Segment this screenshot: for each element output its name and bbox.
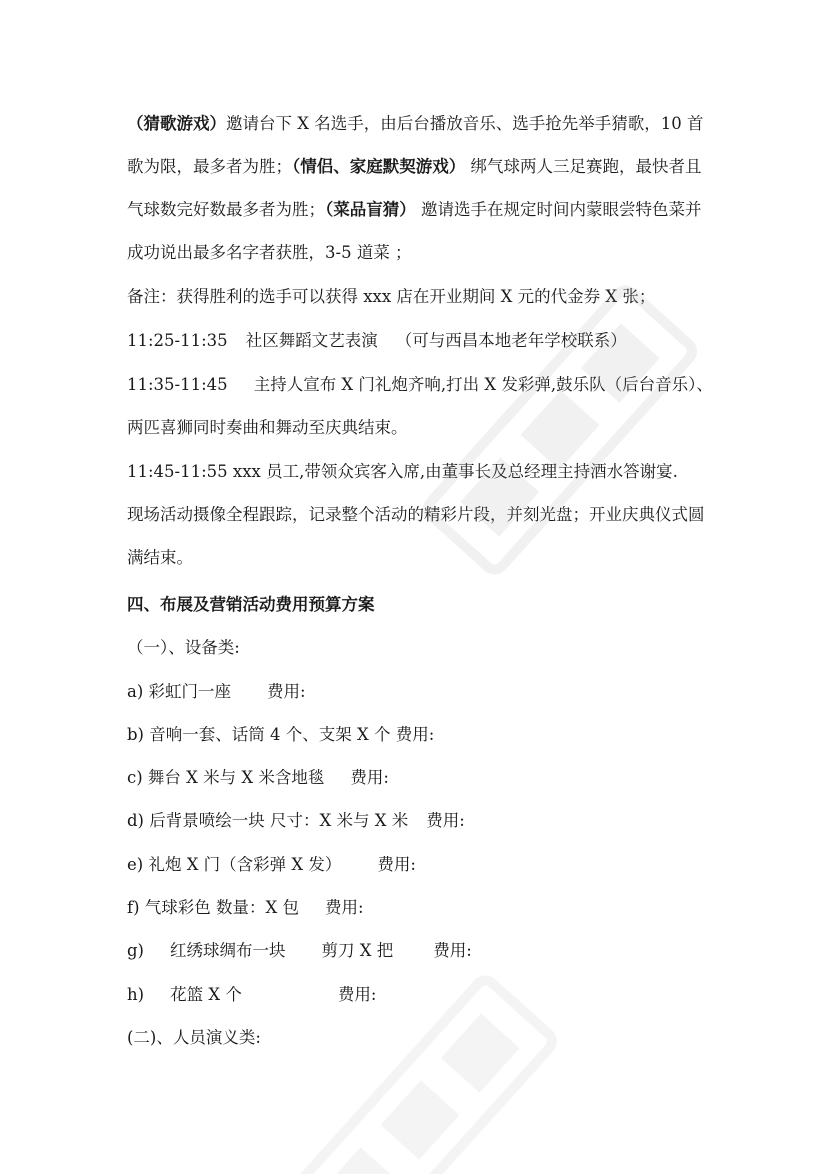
list-item-e [127,853,727,877]
schedule-text-2: 主持人宣布 X 门礼炮齐响,打出 X 发彩弹,鼓乐队（后台音乐）、 [253,375,713,394]
item-g-label: g) [127,941,144,960]
item-a-text: a) 彩虹门一座 [127,682,232,701]
closing-text-1: 现场活动摄像全程跟踪，记录整个活动的精彩片段，并刻光盘；开业庆典仪式圆 [127,505,705,524]
subsection-equipment-title: （一）、设备类: [127,638,240,657]
closing-line-2 [127,546,727,570]
game-title-dish-guess: （菜品盲猜） [325,200,416,219]
item-h-text: 花篮 X 个 [170,985,242,1004]
list-item-h [127,983,727,1007]
schedule-row-1 [127,329,727,353]
list-item-f [127,896,727,920]
schedule-text-2-cont: 两匹喜狮同时奏曲和舞动至庆典结束。 [127,418,408,437]
closing-line-1 [127,503,727,527]
schedule-time-2: 11:35-11:45 [127,375,228,394]
schedule-row-3 [127,460,727,484]
item-d-text: d) 后背景喷绘一块 尺寸：X 米与 X 米 [127,811,409,830]
schedule-note-1: （可与西昌本地老年学校联系） [395,331,627,350]
note-line [127,285,727,309]
item-a-cost: 费用: [267,682,306,701]
list-item-b [127,723,727,747]
schedule-row-2 [127,373,727,397]
paragraph-line-3 [127,198,727,222]
subsection-personnel-title: (二)、人员演义类: [127,1028,261,1047]
paragraph-line-2 [127,155,727,179]
item-g-scissors: 剪刀 X 把 [321,941,394,960]
list-item-a [127,680,727,704]
item-c-cost: 费用: [350,768,389,787]
game-desc-4: 气球数完好数最多者为胜； [127,200,325,219]
item-g-cost: 费用: [433,941,472,960]
game-desc-2: 歌为限，最多者为胜； [127,157,292,176]
item-c-text: c) 舞台 X 米与 X 米含地毯 [127,768,325,787]
item-h-label: h) [127,985,145,1004]
list-item-d [127,809,727,833]
item-h-cost: 费用: [337,985,377,1004]
paragraph-line-1 [127,112,727,136]
game-desc-1: 邀请台下 X 名选手，由后台播放音乐、选手抢先举手猜歌，10 首 [226,114,704,133]
note-text: 备注：获得胜利的选手可以获得 xxx 店在开业期间 X 元的代金券 X 张； [127,287,656,306]
list-item-c [127,766,727,790]
list-item-g [127,939,727,963]
schedule-text-3: 11:45-11:55 xxx 员工,带领众宾客入席,由董事长及总经理主持酒水答谢宴. [127,462,678,481]
closing-text-2: 满结束。 [127,548,193,567]
game-desc-6: 成功说出最多名字者获胜，3-5 道菜 ； [127,243,412,262]
schedule-text-1: 社区舞蹈文艺表演 [245,331,378,350]
item-f-text: f) 气球彩色 数量：X 包 [127,898,300,917]
item-e-text: e) 礼炮 X 门（含彩弹 X 发） [127,855,342,874]
game-desc-3: 绑气球两人三足赛跑，最快者且 [465,157,702,176]
schedule-time-1: 11:25-11:35 [127,331,228,350]
item-d-cost: 费用: [426,811,465,830]
section-4-title: 四、布展及营销活动费用预算方案 [127,595,375,614]
subsection-equipment [127,636,727,660]
game-title-guess-song: （猜歌游戏） [127,114,226,133]
subsection-personnel [127,1026,727,1050]
item-g-text: 红绣球绸布一块 [170,941,286,960]
schedule-row-2-cont [127,416,727,440]
item-e-cost: 费用: [377,855,416,874]
game-desc-5: 邀请选手在规定时间内蒙眼尝特色菜并 [415,200,702,219]
paragraph-line-4 [127,241,727,265]
item-f-cost: 费用: [325,898,364,917]
section-heading [127,593,727,617]
item-b-text: b) 音响一套、话筒 4 个、支架 X 个 费用: [127,725,435,744]
game-title-couples: （情侣、家庭默契游戏） [292,157,466,176]
